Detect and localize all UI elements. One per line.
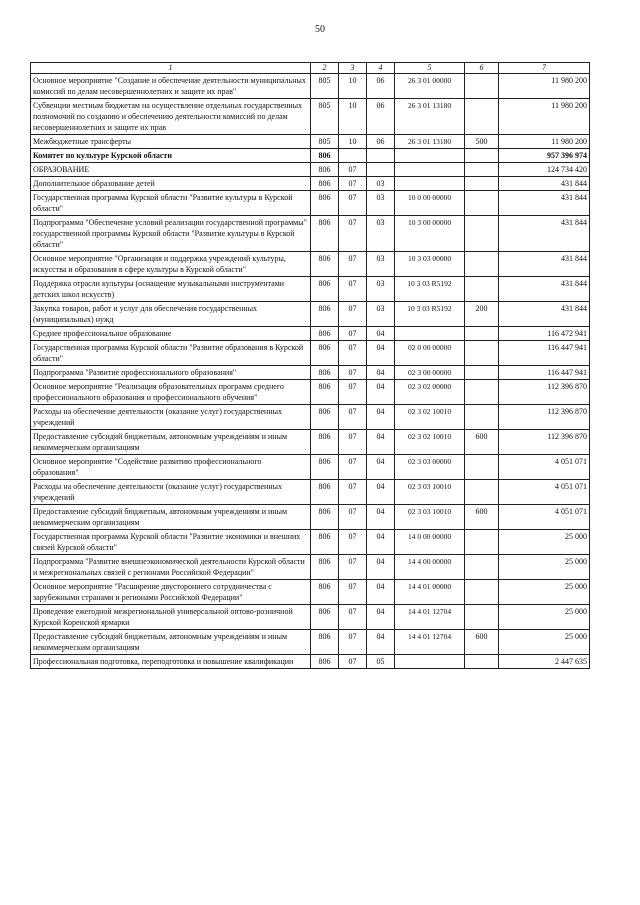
row-ministry-cell: 806 (311, 430, 339, 455)
row-subsection-cell: 05 (367, 655, 395, 669)
row-amount-cell: 11 980 200 (499, 74, 590, 99)
row-expense-type-cell: 600 (465, 505, 499, 530)
row-name-cell: Среднее профессиональное образование (31, 327, 311, 341)
row-amount-cell: 25 000 (499, 580, 590, 605)
row-ministry-cell: 806 (311, 302, 339, 327)
row-ministry-cell: 806 (311, 191, 339, 216)
row-amount-cell: 431 844 (499, 302, 590, 327)
row-expense-type-cell (465, 163, 499, 177)
row-subsection-cell: 04 (367, 530, 395, 555)
row-target-article-cell: 10 3 03 00000 (395, 252, 465, 277)
row-ministry-cell: 805 (311, 74, 339, 99)
row-section-cell: 07 (339, 177, 367, 191)
table-row (31, 405, 590, 430)
row-subsection-cell: 04 (367, 480, 395, 505)
row-section-cell: 07 (339, 655, 367, 669)
row-amount-cell: 2 447 635 (499, 655, 590, 669)
budget-table (30, 62, 590, 669)
table-row (31, 630, 590, 655)
row-target-article-cell: 02 3 03 00000 (395, 455, 465, 480)
row-expense-type-cell (465, 530, 499, 555)
table-row (31, 302, 590, 327)
row-section-cell: 07 (339, 163, 367, 177)
header-cell: 1 (31, 63, 311, 74)
row-subsection-cell: 04 (367, 341, 395, 366)
row-amount-cell: 11 980 200 (499, 99, 590, 135)
row-target-article-cell: 02 3 02 00000 (395, 380, 465, 405)
row-subsection-cell: 04 (367, 455, 395, 480)
row-section-cell: 07 (339, 252, 367, 277)
table-row (31, 191, 590, 216)
row-expense-type-cell (465, 327, 499, 341)
header-cell: 6 (465, 63, 499, 74)
row-amount-cell: 431 844 (499, 277, 590, 302)
table-header-row (31, 63, 590, 74)
row-name-cell: Основное мероприятие "Реализация образовательных программ среднего профессионального образования и профессионального обучения" (31, 380, 311, 405)
row-expense-type-cell (465, 99, 499, 135)
row-name-cell: Профессиональная подготовка, переподготовка и повышение квалификации (31, 655, 311, 669)
row-name-cell: Межбюджетные трансферты (31, 135, 311, 149)
row-name-cell: Предоставление субсидий бюджетным, автономным учреждениям и иным некоммерческим организациям (31, 430, 311, 455)
row-name-cell: Комитет по культуре Курской области (31, 149, 311, 163)
table-row (31, 480, 590, 505)
row-subsection-cell: 06 (367, 74, 395, 99)
table-row (31, 99, 590, 135)
row-section-cell: 10 (339, 99, 367, 135)
table-row (31, 149, 590, 163)
row-name-cell: Основное мероприятие "Расширение двустороннего сотрудничества с зарубежными странами и регионами Российской Федерации" (31, 580, 311, 605)
row-name-cell: Дополнительное образование детей (31, 177, 311, 191)
row-name-cell: Основное мероприятие "Создание и обеспечение деятельности муниципальных комиссий по делам несовершеннолетних и защите их прав" (31, 74, 311, 99)
row-name-cell: Государственная программа Курской области "Развитие культуры в Курской области" (31, 191, 311, 216)
row-section-cell: 07 (339, 191, 367, 216)
row-section-cell: 07 (339, 216, 367, 252)
row-amount-cell: 4 051 071 (499, 505, 590, 530)
row-ministry-cell: 805 (311, 135, 339, 149)
row-amount-cell: 4 051 071 (499, 455, 590, 480)
row-target-article-cell (395, 177, 465, 191)
row-target-article-cell: 02 3 02 10010 (395, 430, 465, 455)
table-row (31, 277, 590, 302)
header-cell: 2 (311, 63, 339, 74)
table-row (31, 505, 590, 530)
row-section-cell: 07 (339, 530, 367, 555)
row-ministry-cell: 806 (311, 505, 339, 530)
row-name-cell: Основное мероприятие "Организация и поддержка учреждений культуры, искусства и образования в сфере культуры в Курской области" (31, 252, 311, 277)
row-ministry-cell: 806 (311, 655, 339, 669)
row-target-article-cell: 26 3 01 13180 (395, 135, 465, 149)
row-target-article-cell: 26 3 01 00000 (395, 74, 465, 99)
row-subsection-cell: 04 (367, 405, 395, 430)
row-subsection-cell: 04 (367, 380, 395, 405)
row-expense-type-cell: 600 (465, 630, 499, 655)
row-ministry-cell: 806 (311, 252, 339, 277)
row-expense-type-cell (465, 277, 499, 302)
row-expense-type-cell (465, 405, 499, 430)
table-row (31, 177, 590, 191)
row-expense-type-cell (465, 177, 499, 191)
row-expense-type-cell (465, 74, 499, 99)
row-section-cell: 07 (339, 366, 367, 380)
row-subsection-cell (367, 149, 395, 163)
row-expense-type-cell (465, 149, 499, 163)
table-row (31, 555, 590, 580)
header-cell: 4 (367, 63, 395, 74)
row-name-cell: Субвенции местным бюджетам на осуществление отдельных государственных полномочий по созданию и обеспечению деятельности комиссий по делам несовершеннолетних и защите их прав (31, 99, 311, 135)
row-expense-type-cell (465, 216, 499, 252)
row-amount-cell: 25 000 (499, 630, 590, 655)
row-name-cell: Проведение ежегодной межрегиональной универсальной оптово-розничной Курской Коренской ярмарки (31, 605, 311, 630)
table-row (31, 327, 590, 341)
row-amount-cell: 431 844 (499, 177, 590, 191)
row-subsection-cell (367, 163, 395, 177)
row-ministry-cell: 806 (311, 480, 339, 505)
row-subsection-cell: 03 (367, 216, 395, 252)
row-name-cell: Предоставление субсидий бюджетным, автономным учреждениям и иным некоммерческим организациям (31, 630, 311, 655)
row-expense-type-cell (465, 252, 499, 277)
row-ministry-cell: 806 (311, 327, 339, 341)
row-ministry-cell: 806 (311, 163, 339, 177)
row-section-cell: 07 (339, 480, 367, 505)
table-row (31, 163, 590, 177)
row-subsection-cell: 04 (367, 580, 395, 605)
table-row (31, 380, 590, 405)
row-ministry-cell: 806 (311, 341, 339, 366)
row-subsection-cell: 04 (367, 505, 395, 530)
row-subsection-cell: 04 (367, 630, 395, 655)
table-row (31, 580, 590, 605)
row-name-cell: Подпрограмма "Развитие внешнеэкономической деятельности Курской области и межрегиональных связей с регионами Российской Федерации" (31, 555, 311, 580)
row-target-article-cell: 10 3 00 00000 (395, 216, 465, 252)
table-row (31, 74, 590, 99)
table-row (31, 430, 590, 455)
table-row (31, 605, 590, 630)
row-target-article-cell: 26 3 01 13180 (395, 99, 465, 135)
row-section-cell: 07 (339, 555, 367, 580)
table-row (31, 530, 590, 555)
row-section-cell: 07 (339, 405, 367, 430)
row-target-article-cell: 14 4 00 00000 (395, 555, 465, 580)
row-target-article-cell: 10 3 03 R5192 (395, 277, 465, 302)
row-ministry-cell: 806 (311, 530, 339, 555)
row-target-article-cell: 14 4 01 00000 (395, 580, 465, 605)
header-cell: 7 (499, 63, 590, 74)
header-cell: 5 (395, 63, 465, 74)
row-subsection-cell: 03 (367, 191, 395, 216)
row-subsection-cell: 04 (367, 366, 395, 380)
row-amount-cell: 25 000 (499, 605, 590, 630)
row-amount-cell: 112 396 870 (499, 405, 590, 430)
row-name-cell: Основное мероприятие "Содействие развитию профессионального образования" (31, 455, 311, 480)
row-section-cell: 07 (339, 630, 367, 655)
row-expense-type-cell (465, 480, 499, 505)
row-ministry-cell: 806 (311, 216, 339, 252)
table-row (31, 341, 590, 366)
row-section-cell: 07 (339, 380, 367, 405)
row-subsection-cell: 04 (367, 555, 395, 580)
row-subsection-cell: 03 (367, 277, 395, 302)
page-number: 50 (315, 24, 325, 35)
row-ministry-cell: 806 (311, 555, 339, 580)
row-target-article-cell: 10 0 00 00000 (395, 191, 465, 216)
table-row (31, 366, 590, 380)
row-section-cell: 07 (339, 302, 367, 327)
row-name-cell: Государственная программа Курской области "Развитие экономики и внешних связей Курской области" (31, 530, 311, 555)
row-name-cell: Подпрограмма "Обеспечение условий реализации государственной программы" государственной программы Курской области "Развитие культуры в Курской области" (31, 216, 311, 252)
table-row (31, 135, 590, 149)
row-amount-cell: 11 980 200 (499, 135, 590, 149)
row-section-cell: 07 (339, 505, 367, 530)
table-row (31, 455, 590, 480)
row-ministry-cell: 806 (311, 630, 339, 655)
row-ministry-cell: 806 (311, 366, 339, 380)
row-ministry-cell: 806 (311, 455, 339, 480)
row-expense-type-cell (465, 555, 499, 580)
header-cell: 3 (339, 63, 367, 74)
row-expense-type-cell (465, 455, 499, 480)
row-ministry-cell: 806 (311, 277, 339, 302)
row-expense-type-cell (465, 655, 499, 669)
row-name-cell: Расходы на обеспечение деятельности (оказание услуг) государственных учреждений (31, 480, 311, 505)
table-row (31, 216, 590, 252)
row-amount-cell: 25 000 (499, 555, 590, 580)
row-section-cell: 07 (339, 605, 367, 630)
row-name-cell: Государственная программа Курской области "Развитие образования в Курской области" (31, 341, 311, 366)
row-amount-cell: 124 734 420 (499, 163, 590, 177)
row-expense-type-cell: 600 (465, 430, 499, 455)
row-target-article-cell (395, 149, 465, 163)
row-subsection-cell: 04 (367, 605, 395, 630)
row-section-cell: 07 (339, 341, 367, 366)
row-amount-cell: 25 000 (499, 530, 590, 555)
row-section-cell: 07 (339, 277, 367, 302)
row-target-article-cell (395, 327, 465, 341)
row-subsection-cell: 06 (367, 99, 395, 135)
row-name-cell: Подпрограмма "Развитие профессионального образования" (31, 366, 311, 380)
row-target-article-cell: 10 3 03 R5192 (395, 302, 465, 327)
row-section-cell: 10 (339, 74, 367, 99)
row-expense-type-cell (465, 380, 499, 405)
row-target-article-cell (395, 163, 465, 177)
row-expense-type-cell: 200 (465, 302, 499, 327)
table-body (31, 63, 590, 669)
row-expense-type-cell (465, 366, 499, 380)
row-section-cell (339, 149, 367, 163)
row-subsection-cell: 04 (367, 327, 395, 341)
row-target-article-cell: 14 0 00 00000 (395, 530, 465, 555)
row-ministry-cell: 806 (311, 149, 339, 163)
row-target-article-cell: 02 0 00 00000 (395, 341, 465, 366)
row-amount-cell: 116 472 941 (499, 327, 590, 341)
row-name-cell: Расходы на обеспечение деятельности (оказание услуг) государственных учреждений (31, 405, 311, 430)
row-section-cell: 07 (339, 327, 367, 341)
row-name-cell: Предоставление субсидий бюджетным, автономным учреждениям и иным некоммерческим организациям (31, 505, 311, 530)
row-expense-type-cell (465, 341, 499, 366)
row-amount-cell: 431 844 (499, 191, 590, 216)
row-target-article-cell: 02 3 00 00000 (395, 366, 465, 380)
row-subsection-cell: 03 (367, 177, 395, 191)
row-expense-type-cell (465, 191, 499, 216)
row-subsection-cell: 03 (367, 252, 395, 277)
row-name-cell: Поддержка отрасли культуры (оснащение музыкальными инструментами детских школ искусств) (31, 277, 311, 302)
row-target-article-cell: 02 3 03 10010 (395, 505, 465, 530)
row-amount-cell: 431 844 (499, 216, 590, 252)
row-target-article-cell (395, 655, 465, 669)
row-amount-cell: 112 396 870 (499, 380, 590, 405)
row-ministry-cell: 806 (311, 177, 339, 191)
table-row (31, 252, 590, 277)
row-expense-type-cell (465, 605, 499, 630)
row-target-article-cell: 02 3 03 10010 (395, 480, 465, 505)
row-amount-cell: 116 447 941 (499, 341, 590, 366)
row-ministry-cell: 806 (311, 405, 339, 430)
table-row (31, 655, 590, 669)
row-name-cell: ОБРАЗОВАНИЕ (31, 163, 311, 177)
row-ministry-cell: 806 (311, 605, 339, 630)
row-ministry-cell: 805 (311, 99, 339, 135)
row-amount-cell: 431 844 (499, 252, 590, 277)
row-amount-cell: 4 051 071 (499, 480, 590, 505)
row-section-cell: 10 (339, 135, 367, 149)
row-ministry-cell: 806 (311, 380, 339, 405)
row-target-article-cell: 14 4 01 12704 (395, 605, 465, 630)
row-subsection-cell: 04 (367, 430, 395, 455)
row-name-cell: Закупка товаров, работ и услуг для обеспечения государственных (муниципальных) нужд (31, 302, 311, 327)
row-expense-type-cell: 500 (465, 135, 499, 149)
row-subsection-cell: 03 (367, 302, 395, 327)
row-amount-cell: 116 447 941 (499, 366, 590, 380)
row-amount-cell: 112 396 870 (499, 430, 590, 455)
row-target-article-cell: 02 3 02 10010 (395, 405, 465, 430)
row-target-article-cell: 14 4 01 12704 (395, 630, 465, 655)
row-section-cell: 07 (339, 580, 367, 605)
row-ministry-cell: 806 (311, 580, 339, 605)
row-amount-cell: 957 396 974 (499, 149, 590, 163)
row-subsection-cell: 06 (367, 135, 395, 149)
row-expense-type-cell (465, 580, 499, 605)
row-section-cell: 07 (339, 430, 367, 455)
row-section-cell: 07 (339, 455, 367, 480)
